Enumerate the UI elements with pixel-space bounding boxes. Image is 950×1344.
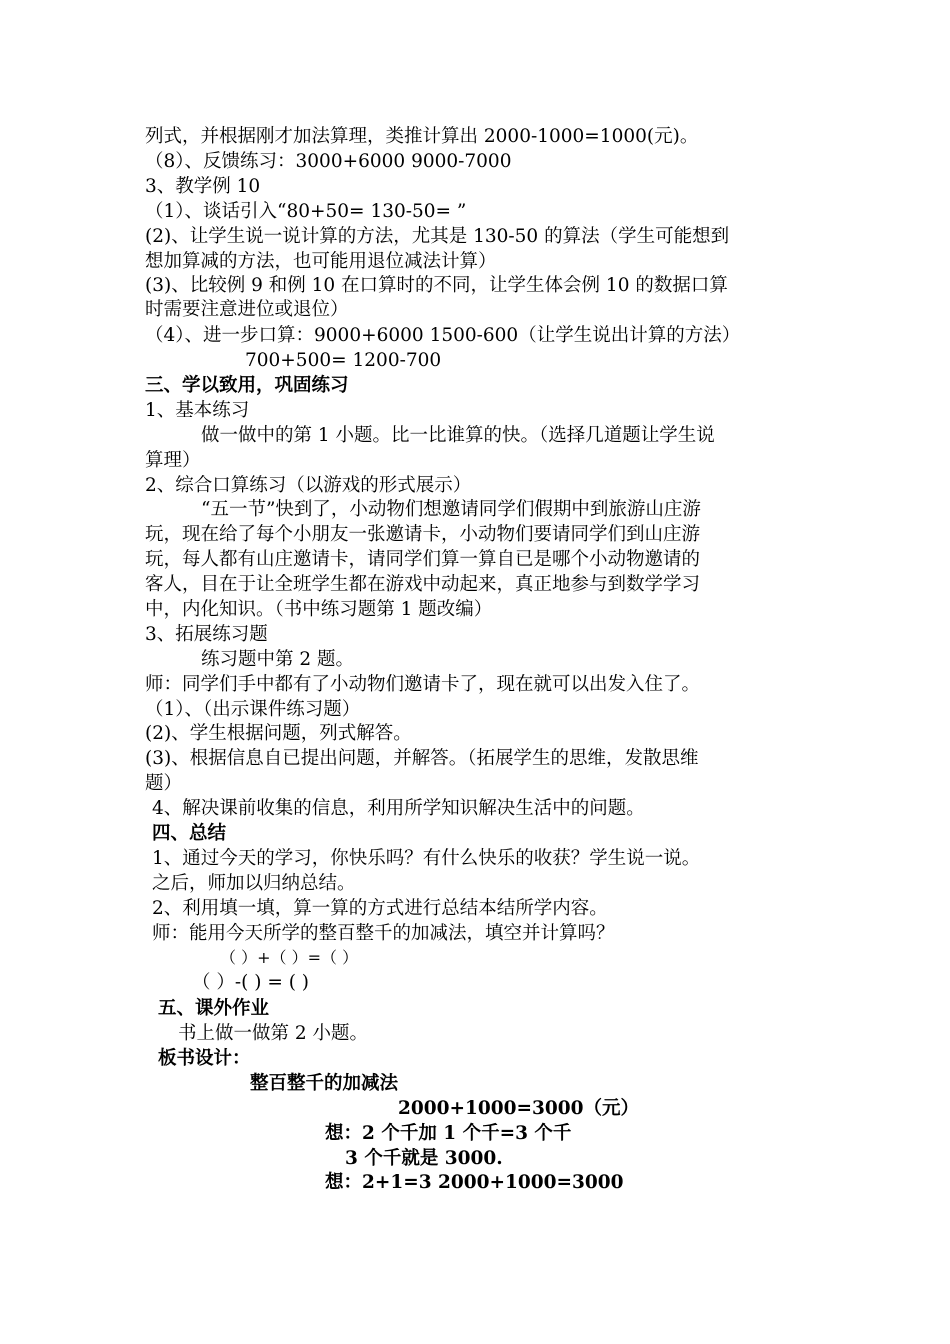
text-line: （1）、谈话引入“80+50= 130-50= ” [145, 201, 467, 222]
board-line: 想：2 个千加 1 个千=3 个千 [325, 1123, 572, 1144]
text-line: 做一做中的第 1 小题。比一比谁算的快。（选择几道题让学生说 [201, 425, 715, 446]
section-heading: 板书设计： [158, 1048, 251, 1069]
section-heading: 三、学以致用，巩固练习 [145, 375, 349, 396]
board-title: 整百整千的加减法 [250, 1073, 399, 1094]
text-line: (2)、让学生说一说计算的方法，尤其是 130-50 的算法（学生可能想到 [145, 226, 730, 247]
board-line: 想：2+1=3 2000+1000=3000 [325, 1172, 624, 1193]
text-line: 3、教学例 10 [145, 176, 261, 197]
board-line: 3 个千就是 3000. [345, 1148, 503, 1169]
text-line: 列式，并根据刚才加法算理，类推计算出 2000-1000=1000(元)。 [145, 126, 699, 147]
text-line: 时需要注意进位或退位） [145, 299, 349, 320]
text-line: （8）、反馈练习：3000+6000 9000-7000 [145, 151, 512, 172]
text-line: 2、利用填一填，算一算的方式进行总结本结所学内容。 [152, 898, 608, 919]
section-heading: 五、课外作业 [158, 998, 270, 1019]
text-line: 书上做一做第 2 小题。 [178, 1023, 369, 1044]
text-line: 玩，每人都有山庄邀请卡，请同学们算一算自已是哪个小动物邀请的 [145, 549, 701, 570]
text-line: 算理） [145, 450, 201, 471]
board-line: 2000+1000=3000（元） [398, 1098, 639, 1119]
fill-blank-equation: （ ）-( ) = ( ) [192, 972, 310, 993]
text-line: 练习题中第 2 题。 [201, 649, 355, 670]
text-line: (2)、学生根据问题，列式解答。 [145, 723, 412, 744]
text-line: (3)、比较例 9 和例 10 在口算时的不同，让学生体会例 10 的数据口算 [145, 275, 728, 296]
text-line: 中，内化知识。（书中练习题第 1 题改编） [145, 599, 493, 620]
text-line: 3、拓展练习题 [145, 624, 268, 645]
text-line: 2、综合口算练习（以游戏的形式展示） [145, 475, 472, 496]
text-line: 1、通过今天的学习，你快乐吗？有什么快乐的收获？学生说一说。 [152, 848, 701, 869]
text-line: 想加算减的方法，也可能用退位减法计算） [145, 251, 497, 272]
text-line: 玩，现在给了每个小朋友一张邀请卡，小动物们要请同学们到山庄游 [145, 524, 701, 545]
text-line: （4）、进一步口算：9000+6000 1500-600（让学生说出计算的方法） [145, 325, 741, 346]
text-line: 700+500= 1200-700 [245, 350, 442, 371]
text-line: 1、基本练习 [145, 400, 250, 421]
text-line: 客人，目在于让全班学生都在游戏中动起来，真正地参与到数学学习 [145, 574, 701, 595]
text-line: 4、解决课前收集的信息，利用所学知识解决生活中的问题。 [152, 798, 645, 819]
section-heading: 四、总结 [152, 823, 227, 844]
text-line: 师：同学们手中都有了小动物们邀请卡了，现在就可以出发入住了。 [145, 674, 701, 695]
text-line: 题） [145, 773, 183, 794]
text-line: (3)、根据信息自已提出问题，并解答。（拓展学生的思维，发散思维 [145, 748, 699, 769]
text-line: 师：能用今天所学的整百整千的加减法，填空并计算吗？ [152, 923, 615, 944]
fill-blank-equation: （ ）+（ ）=（ ） [220, 948, 359, 967]
text-line: 之后，师加以归纳总结。 [152, 873, 356, 894]
text-line: （1）、（出示课件练习题） [145, 699, 361, 720]
text-line: “五一节”快到了，小动物们想邀请同学们假期中到旅游山庄游 [201, 499, 701, 520]
